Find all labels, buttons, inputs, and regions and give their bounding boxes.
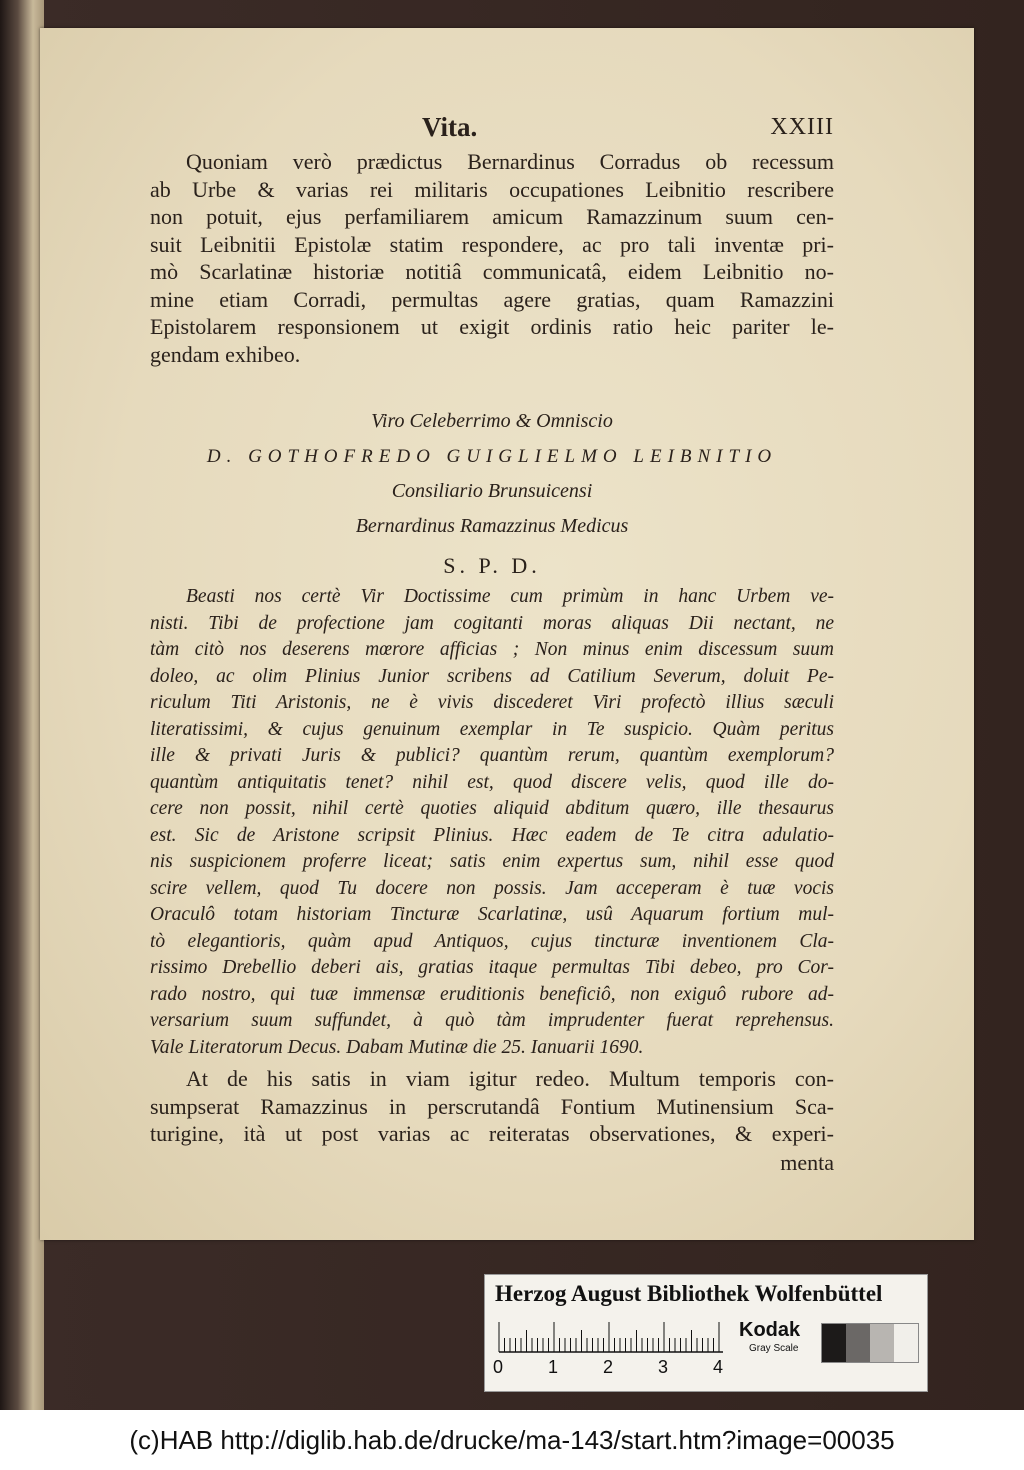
intro-paragraph xyxy=(150,148,834,368)
ruler-scale xyxy=(497,1319,725,1353)
ruler-number: 3 xyxy=(658,1357,669,1377)
address-line: Bernardinus Ramazzinus Medicus xyxy=(355,515,629,537)
text-line: mine etiam Corradi, permultas agere gratias, quam Ramazzini xyxy=(150,286,834,312)
salutation: S. P. D. xyxy=(443,553,541,578)
letter-line: ille & privati Juris & publici? quantùm rerum, quantùm exemplorum? xyxy=(150,745,834,766)
text-line: Quoniam verò prædictus Bernardinus Corradus ob recessum xyxy=(186,149,834,174)
letter-line: scire vellem, quod Tu docere non possis. Jam acceperam è tuæ vocis xyxy=(150,877,834,899)
text-line: At de his satis in viam igitur redeo. Multum temporis con- xyxy=(186,1066,834,1091)
letter-line: quantùm antiquitatis tenet? nihil est, quod discere velis, quod ille do- xyxy=(150,771,834,793)
letter-address xyxy=(150,404,834,544)
gray-swatch xyxy=(846,1324,870,1362)
gray-swatch xyxy=(870,1324,894,1362)
letter-line: rado nostro, qui tuæ immensæ eruditionis beneficiô, non exiguô rubore ad- xyxy=(150,983,834,1005)
letter-line: rissimo Drebellio deberi ais, gratias itaque permultas Tibi debeo, pro Cor- xyxy=(150,957,834,978)
letter-line: literatissimi, & cujus genuinum exemplar in Te suspicio. Quàm peritus xyxy=(150,718,834,740)
text-line: gendam exhibeo. xyxy=(150,341,301,367)
running-head xyxy=(150,112,834,148)
letter-line: est. Sic de Aristone scripsit Plinius. Hæc eadem de Te citra adulatio- xyxy=(150,824,834,846)
address-line: Consiliario Brunsuicensi xyxy=(391,480,593,502)
gray-swatch xyxy=(894,1324,918,1362)
book-page xyxy=(40,28,974,1240)
library-label xyxy=(484,1274,928,1392)
footer-url: (c)HAB http://diglib.hab.de/drucke/ma-143/start.htm?image=00035 xyxy=(0,1410,1024,1470)
ruler-number: 1 xyxy=(548,1357,559,1377)
letter-line: cere non possit, nihil certè quoties aliquid abditum quæro, ille thesaurus xyxy=(150,798,834,819)
address-line: D. GOTHOFREDO GUIGLIELMO LEIBNITIO xyxy=(206,446,778,467)
letter-line: nis suspicionem proferre liceat; satis enim expertus sum, nihil esse quod xyxy=(150,851,834,872)
letter-line: riculum Titi Aristonis, ne è vivis discederet Viri profectò illius sæculi xyxy=(150,692,834,713)
gray-scale-swatches xyxy=(821,1323,919,1363)
letter-line: tò elegantioris, quàm apud Antiquos, cujus tincturæ inventionem Cla- xyxy=(150,930,834,952)
kodak-logo: Kodak xyxy=(739,1319,801,1341)
book-edge xyxy=(0,0,44,1410)
letter-line: Vale Literatorum Decus. Dabam Mutinæ die 25. Ianuarii 1690. xyxy=(150,1036,644,1058)
letter-line: nisti. Tibi de profectione jam cogitanti moras aliquas Dii nectant, ne xyxy=(150,612,834,634)
letter-line: doleo, ac olim Plinius Junior scribens ad Catilium Severum, doluit Pe- xyxy=(150,665,834,687)
page-content xyxy=(150,112,834,1178)
library-name: Herzog August Bibliothek Wolfenbüttel xyxy=(495,1281,883,1306)
letter-line: Oraculô totam historiam Tincturæ Scarlatinæ, usû Aquarum fortium mul- xyxy=(150,904,834,925)
letter-body xyxy=(150,584,834,1061)
address-line: Viro Celeberrimo & Omniscio xyxy=(371,410,613,432)
gray-swatch xyxy=(822,1324,846,1362)
gray-scale-label: Gray Scale xyxy=(749,1343,799,1354)
letter-line: Beasti nos certè Vir Doctissime cum primùm in hanc Urbem ve- xyxy=(186,586,834,607)
running-title: Vita. xyxy=(422,112,478,142)
text-line: mò Scarlatinæ historiæ notitiâ communicatâ, eidem Leibnitio no- xyxy=(150,259,834,284)
text-line: ab Urbe & varias rei militaris occupationes Leibnitio rescribere xyxy=(150,176,834,202)
text-line: Epistolarem responsionem ut exigit ordinis ratio heic pariter le- xyxy=(150,314,834,339)
ruler-number: 2 xyxy=(603,1357,614,1377)
letter-line: tàm citò nos deserens mœrore afficias ; Non minus enim discessum suum xyxy=(150,639,834,660)
text-line: sumpserat Ramazzinus in perscrutandâ Fontium Mutinensium Sca- xyxy=(150,1093,834,1119)
text-line: suit Leibnitii Epistolæ statim respondere, ac pro tali inventæ pri- xyxy=(150,231,834,257)
closing-paragraph xyxy=(150,1065,834,1148)
ruler-number: 0 xyxy=(493,1357,504,1377)
catchword: menta xyxy=(780,1149,834,1175)
text-line: non potuit, ejus perfamiliarem amicum Ramazzinum suum cen- xyxy=(150,204,834,229)
text-line: turigine, ità ut post varias ac reiteratas observationes, & experi- xyxy=(150,1121,834,1146)
page-number: XXIII xyxy=(770,114,834,140)
letter-line: versarium suum suffundet, à quò tàm imprudenter fuerat reprehensus. xyxy=(150,1010,834,1031)
ruler-number: 4 xyxy=(713,1357,724,1377)
